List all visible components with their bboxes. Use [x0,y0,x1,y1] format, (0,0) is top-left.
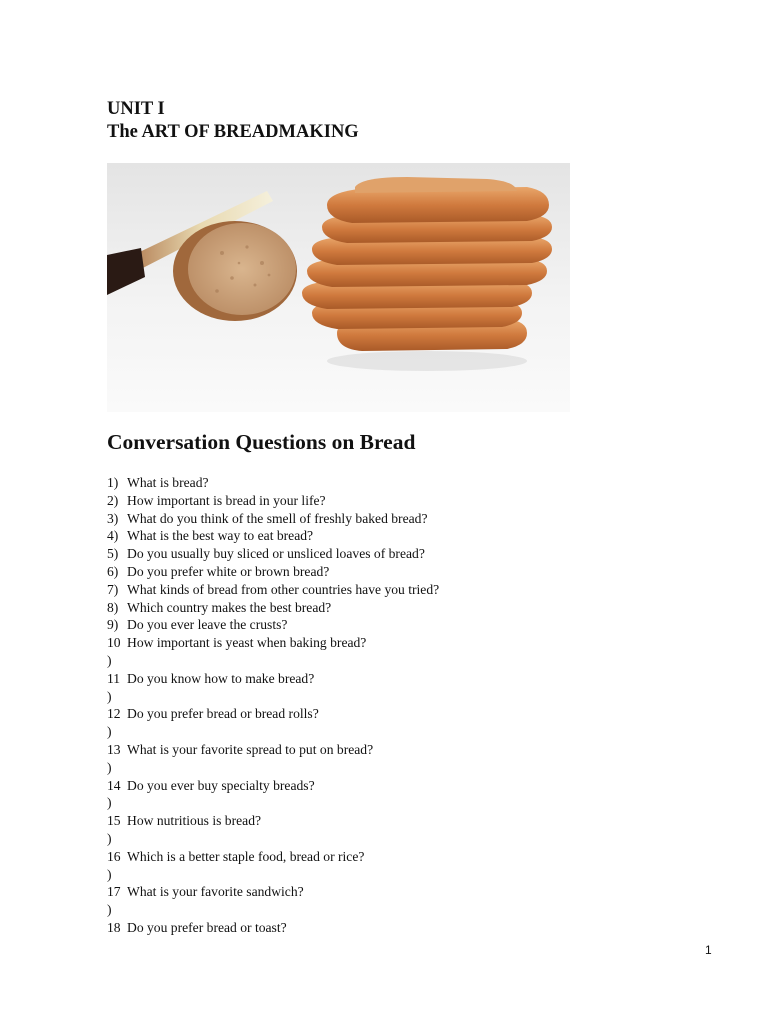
question-item [107,616,667,634]
question-item [107,563,667,581]
question-number-suffix: ) [107,902,112,918]
question-row [107,510,667,528]
bread-photo [107,163,570,412]
question-number: 15 [107,813,121,829]
question-number: 6) [107,563,119,579]
question-number: 3) [107,510,119,526]
question-row [107,474,667,492]
question-text: How important is bread in your life? [127,492,326,508]
question-row [107,919,667,937]
question-text: Which is a better staple food, bread or rice? [127,848,365,864]
question-item [107,634,667,670]
question-number-suffix: ) [107,652,112,668]
question-row [107,883,667,901]
unit-title: The ART OF BREADMAKING [107,122,359,142]
question-number: 12 [107,706,121,722]
question-row [107,777,667,795]
question-number-suffix: ) [107,795,112,811]
document-heading [107,98,359,144]
question-text: Do you prefer bread or bread rolls? [127,706,319,722]
question-number: 1) [107,475,119,490]
unit-label: UNIT I [107,99,165,119]
question-number-suffix: ) [107,724,112,740]
question-text: Do you usually buy sliced or unsliced loaves of bread? [127,546,425,562]
question-text: What kinds of bread from other countries have you tried? [127,581,440,597]
question-number: 18 [107,919,121,935]
question-item [107,545,667,563]
question-number: 11 [107,670,121,686]
question-number: 14 [107,777,121,793]
question-item [107,705,667,741]
question-text: What do you think of the smell of freshly baked bread? [127,510,428,526]
question-number: 16 [107,848,121,864]
question-text: Do you ever leave the crusts? [127,617,288,633]
question-item [107,510,667,528]
question-text: Do you know how to make bread? [127,670,315,686]
question-number: 17 [107,884,121,900]
question-item [107,670,667,706]
question-text: What is the best way to eat bread? [127,528,314,544]
question-text: How nutritious is bread? [127,813,262,829]
question-number: 9) [107,617,119,633]
question-text: Do you ever buy specialty breads? [127,777,315,793]
question-number-suffix: ) [107,830,112,846]
question-number: 5) [107,546,119,562]
question-number: 13 [107,741,121,757]
question-row [107,812,667,830]
question-item [107,581,667,599]
question-row [107,581,667,599]
question-number: 10 [107,635,121,651]
question-item [107,492,667,510]
question-text: Which country makes the best bread? [127,599,332,615]
question-number-suffix: ) [107,866,112,882]
page-number: 1 [705,943,712,957]
question-number: 2) [107,492,119,508]
question-row [107,492,667,510]
question-number: 4) [107,528,119,544]
question-row [107,599,667,617]
question-row [107,705,667,723]
question-number-suffix: ) [107,688,112,704]
question-row [107,848,667,866]
question-item [107,527,667,545]
question-text: Do you prefer white or brown bread? [127,563,330,579]
loaf-icon [173,221,297,321]
question-row [107,616,667,634]
question-text: What is bread? [127,475,209,490]
question-item [107,777,667,813]
question-item [107,474,667,492]
question-text: Do you prefer bread or toast? [127,919,287,935]
question-list [107,474,667,937]
question-number: 7) [107,581,119,597]
question-row [107,670,667,688]
question-text: What is your favorite sandwich? [127,884,304,900]
question-row [107,545,667,563]
question-row [107,527,667,545]
question-text: What is your favorite spread to put on bread? [127,741,374,757]
question-item [107,599,667,617]
question-item [107,848,667,884]
question-number-suffix: ) [107,759,112,775]
section-title: Conversation Questions on Bread [107,430,416,454]
question-number: 8) [107,599,119,615]
question-row [107,563,667,581]
question-item [107,741,667,777]
question-text: How important is yeast when baking bread? [127,635,367,651]
question-item [107,812,667,848]
question-row [107,741,667,759]
question-row [107,634,667,652]
question-item [107,883,667,919]
question-item [107,919,667,937]
